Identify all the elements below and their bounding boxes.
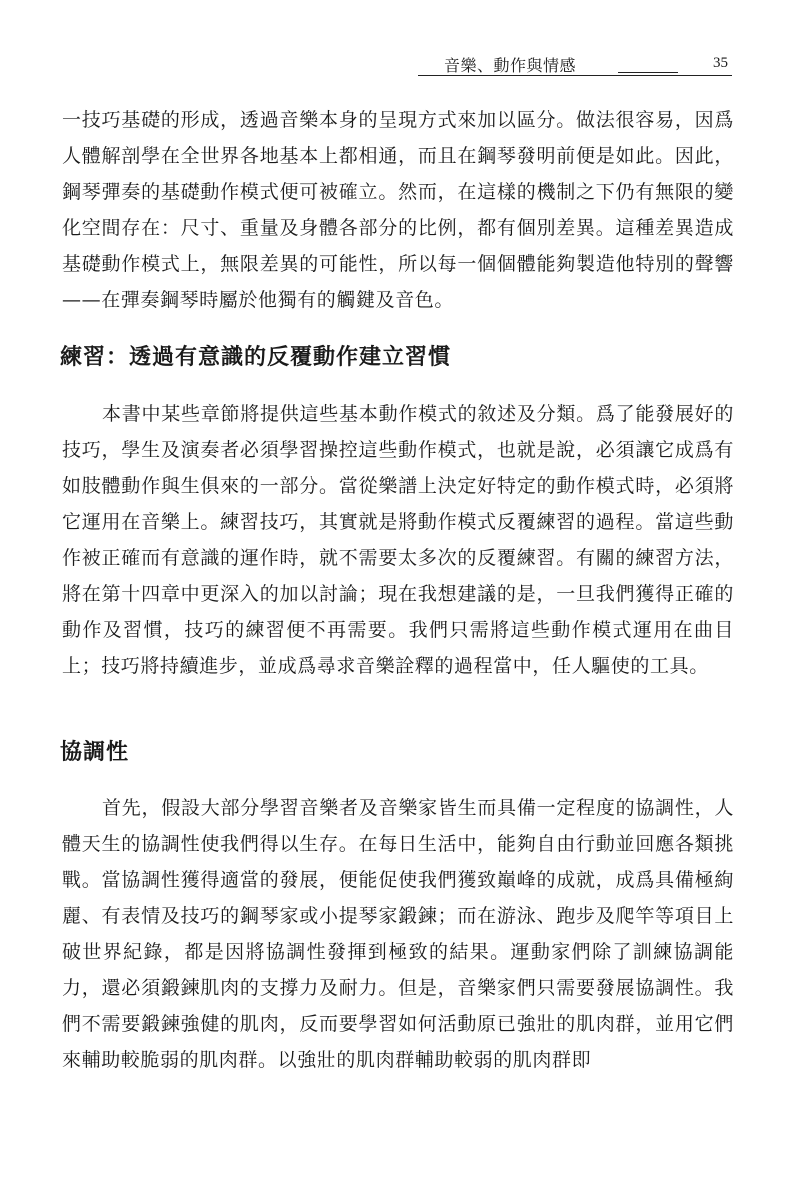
coordination-paragraph: 首先，假設大部分學習音樂者及音樂家皆生而具備一定程度的協調性，人體天生的協調性使我們得以生存。在每日生活中，能夠自由行動並回應各類挑戰。當協調性獲得適當的發展，便能促使我們獲致巔峰的成就，成爲具備極絢麗、有表情及技巧的鋼琴家或小提琴家鍛鍊；而在游泳、跑步及爬竿等項目上破世界紀錄，都是因將協調性發揮到極致的結果。運動家們除了訓練協調能力，還必須鍛鍊肌肉的支撐力及耐力。但是，音樂家們只需要發展協調性。我們不需要鍛鍊強健的肌肉，反而要學習如何活動原已強壯的肌肉群，並用它們來輔助較脆弱的肌肉群。以強壯的肌肉群輔助較弱的肌肉群即 [62, 797, 734, 1071]
header-underline [618, 72, 678, 73]
running-header [418, 50, 732, 76]
section-heading-practice: 練習：透過有意識的反覆動作建立習慣 [60, 344, 452, 370]
practice-paragraph: 本書中某些章節將提供這些基本動作模式的敘述及分類。爲了能發展好的技巧，學生及演奏者必須學習操控這些動作模式，也就是說，必須讓它成爲有如肢體動作與生俱來的一部分。當從樂譜上決定好特定的動作模式時，必須將它運用在音樂上。練習技巧，其實就是將動作模式反覆練習的過程。當這些動作被正確而有意識的運作時，就不需要太多次的反覆練習。有關的練習方法，將在第十四章中更深入的加以討論；現在我想建議的是，一旦我們獲得正確的動作及習慣，技巧的練習便不再需要。我們只需將這些動作模式運用在曲目上；技巧將持續進步，並成爲尋求音樂詮釋的過程當中，任人驅使的工具。 [62, 403, 734, 677]
intro-paragraph: 一技巧基礎的形成，透過音樂本身的呈現方式來加以區分。做法很容易，因爲人體解剖學在全世界各地基本上都相通，而且在鋼琴發明前便是如此。因此，鋼琴彈奏的基礎動作模式便可被確立。然而，在這樣的機制之下仍有無限的變化空間存在：尺寸、重量及身體各部分的比例，都有個別差異。這種差異造成基礎動作模式上，無限差異的可能性，所以每一個個體能夠製造他特別的聲響——在彈奏鋼琴時屬於他獨有的觸鍵及音色。 [62, 109, 734, 311]
header-rule [418, 75, 732, 77]
page-number: 35 [713, 55, 728, 71]
section-heading-coordination: 協調性 [60, 739, 130, 765]
running-title: 音樂、動作與情感 [444, 56, 577, 75]
